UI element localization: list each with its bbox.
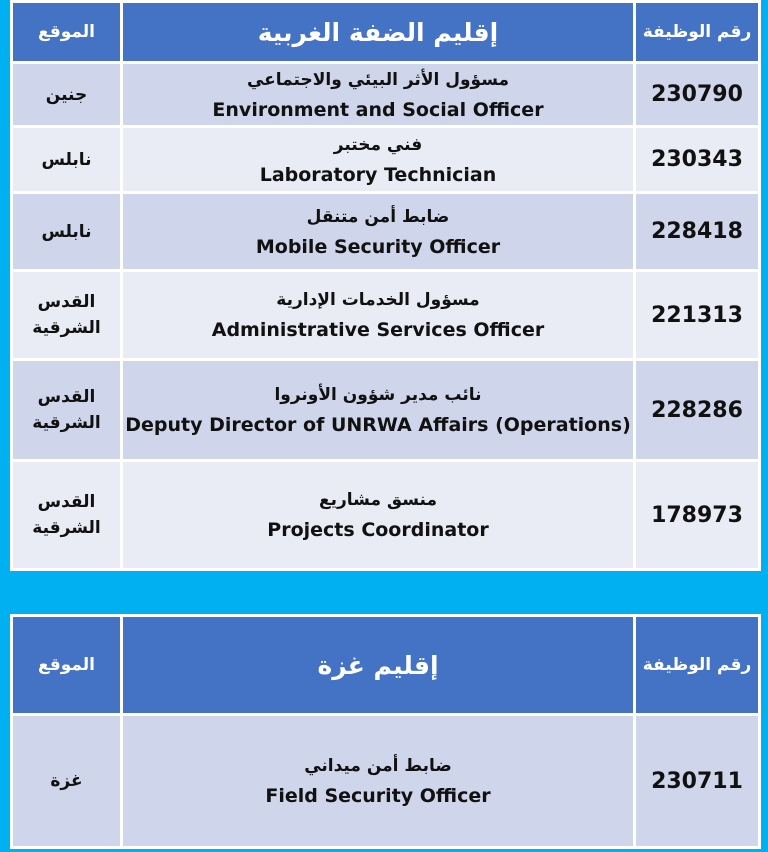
job-number-column-header: رقم الوظيفة <box>635 616 760 715</box>
job-title-arabic: فني مختبر <box>333 134 423 155</box>
job-location: جنين <box>12 63 122 127</box>
job-number: 228418 <box>635 193 760 271</box>
job-location: غزة <box>12 715 122 848</box>
table-row <box>12 193 760 271</box>
region-title: إقليم غزة <box>122 616 635 715</box>
job-number: 221313 <box>635 271 760 360</box>
job-title-english: Administrative Services Officer <box>211 319 545 341</box>
job-title <box>122 360 635 461</box>
job-number: 228286 <box>635 360 760 461</box>
job-title <box>122 127 635 193</box>
table-header <box>12 2 760 63</box>
table-header <box>12 616 760 715</box>
job-location: القدس الشرقية <box>12 360 122 461</box>
job-title-english: Mobile Security Officer <box>255 235 501 258</box>
job-location: نابلس <box>12 193 122 271</box>
gaza-jobs-table <box>10 614 761 849</box>
job-title <box>122 715 635 848</box>
table-row <box>12 63 760 127</box>
job-title-english: Projects Coordinator <box>267 519 489 541</box>
job-number-column-header: رقم الوظيفة <box>635 2 760 63</box>
table-row <box>12 127 760 193</box>
region-title: إقليم الضفة الغربية <box>122 2 635 63</box>
job-title-arabic: نائب مدير شؤون الأونروا <box>274 385 482 405</box>
job-title-arabic: مسؤول الخدمات الإدارية <box>276 290 480 310</box>
job-title <box>122 461 635 570</box>
job-title-arabic: مسؤول الأثر البيئي والاجتماعي <box>246 69 510 90</box>
job-location: القدس الشرقية <box>12 271 122 360</box>
table-row <box>12 271 760 360</box>
job-title-english: Environment and Social Officer <box>212 98 544 121</box>
job-title-arabic: ضابط أمن متنقل <box>306 206 450 227</box>
job-title-english: Laboratory Technician <box>259 163 497 186</box>
job-title-english: Deputy Director of UNRWA Affairs (Operations) <box>125 414 631 436</box>
table-row <box>12 360 760 461</box>
table-row <box>12 461 760 570</box>
job-number: 178973 <box>635 461 760 570</box>
job-title <box>122 271 635 360</box>
job-title-english: Field Security Officer <box>265 785 491 807</box>
job-title <box>122 193 635 271</box>
job-number: 230343 <box>635 127 760 193</box>
location-column-header: الموقع <box>12 616 122 715</box>
job-location: القدس الشرقية <box>12 461 122 570</box>
job-number: 230711 <box>635 715 760 848</box>
job-title-arabic: منسق مشاريع <box>319 490 437 510</box>
job-title <box>122 63 635 127</box>
west-bank-jobs-table <box>10 0 761 571</box>
table-row <box>12 715 760 848</box>
location-column-header: الموقع <box>12 2 122 63</box>
job-number: 230790 <box>635 63 760 127</box>
job-location: نابلس <box>12 127 122 193</box>
job-title-arabic: ضابط أمن ميداني <box>304 756 452 776</box>
